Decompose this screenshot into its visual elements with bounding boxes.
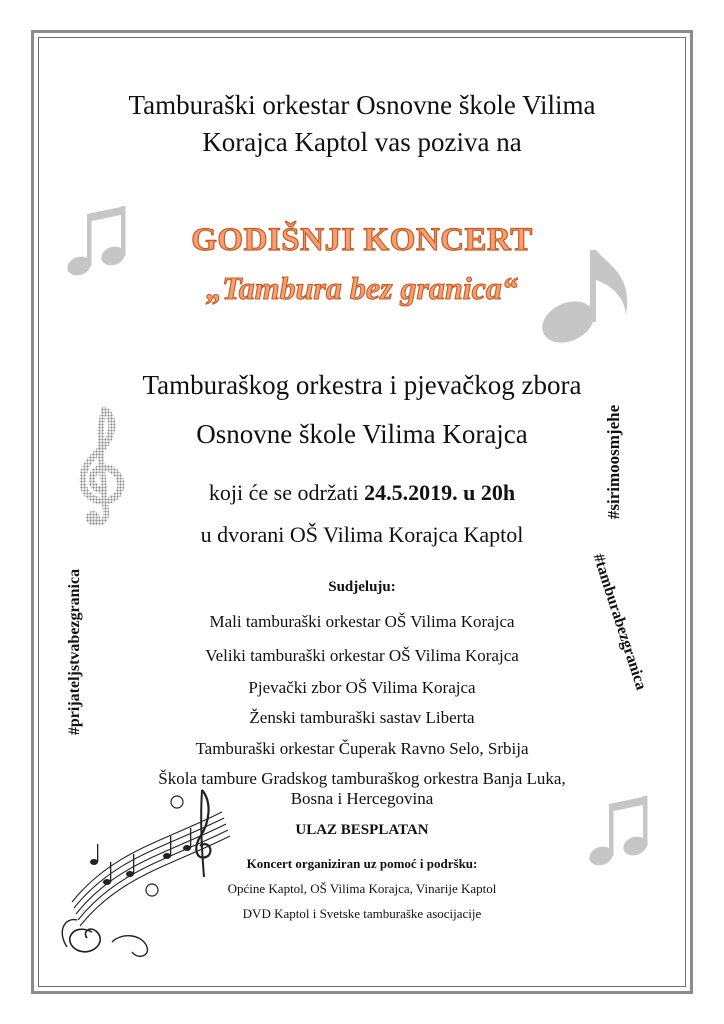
intro-line-1: Tamburaški orkestar Osnovne škole Vilima xyxy=(128,90,596,120)
treble-clef-icon xyxy=(74,402,130,532)
support-heading: Koncert organiziran uz pomoć i podršku: xyxy=(246,856,478,871)
concert-subtitle: „Tambura bez granica“ xyxy=(206,270,518,306)
participant-item: Veliki tamburaški orkestar OŠ Vilima Korajca xyxy=(205,646,519,665)
participant-item: Mali tamburaški orkestar OŠ Vilima Korajca xyxy=(209,612,515,631)
event-venue: u dvorani OŠ Vilima Korajca Kaptol xyxy=(200,522,524,547)
intro-line-2: Korajca Kaptol vas poziva na xyxy=(202,127,522,157)
support-line-2: DVD Kaptol i Svetske tamburaške asocijacije xyxy=(242,906,482,921)
music-note-icon xyxy=(584,792,656,872)
support-line-1: Općine Kaptol, OŠ Vilima Korajca, Vinarije Kaptol xyxy=(227,881,497,896)
participant-item: Tamburaški orkestar Čuperak Ravno Selo, Srbija xyxy=(195,739,529,758)
event-datetime-line xyxy=(0,480,724,506)
music-staff-flourish-icon xyxy=(52,782,232,962)
organizers-line-2: Osnovne škole Vilima Korajca xyxy=(196,419,528,449)
hashtag-sirimoosmjehe: #sirimoosmjehe xyxy=(604,404,624,520)
hashtag-tamburabezgranica: #tamburabezgranica xyxy=(589,551,650,693)
music-note-icon xyxy=(538,240,638,350)
event-datetime: 24.5.2019. u 20h xyxy=(364,480,516,505)
participant-item: Škola tambure Gradskog tamburaškog orkestra Banja Luka, xyxy=(158,769,566,788)
concert-title: GODIŠNJI KONCERT xyxy=(191,222,533,258)
entry-free-label: ULAZ BESPLATAN xyxy=(295,822,429,838)
participant-item: Ženski tamburaški sastav Liberta xyxy=(249,708,475,727)
organizers-line-1: Tamburaškog orkestra i pjevačkog zbora xyxy=(142,370,582,400)
hashtag-prijateljstvabezgranica: #prijateljstvabezgranica xyxy=(66,568,84,736)
participant-item: Bosna i Hercegovina xyxy=(290,789,434,808)
event-datetime-prefix: koji će se održati xyxy=(208,480,365,505)
participants-heading: Sudjeluju: xyxy=(328,579,396,595)
participant-item: Pjevački zbor OŠ Vilima Korajca xyxy=(248,678,476,697)
